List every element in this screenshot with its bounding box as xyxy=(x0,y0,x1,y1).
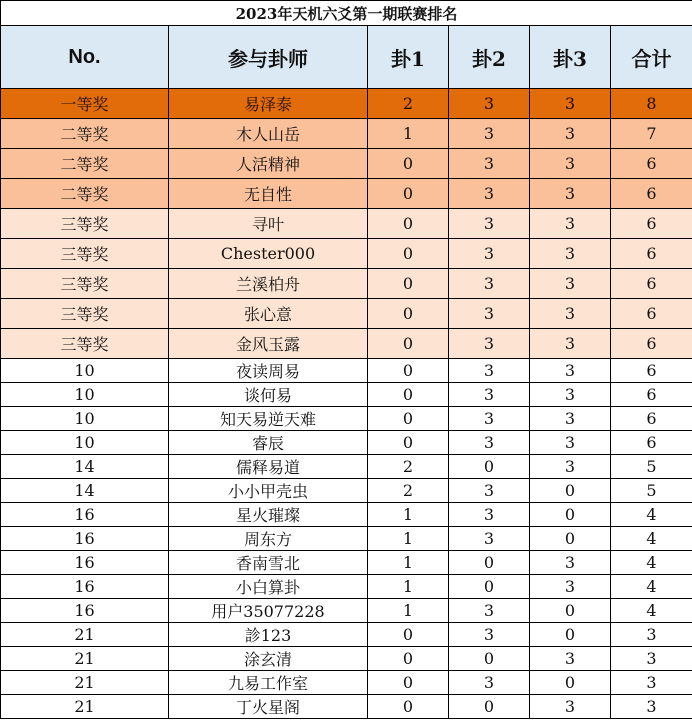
gua3-cell: 3 xyxy=(530,329,611,359)
rank-cell: 二等奖 xyxy=(1,149,169,179)
name-cell: 睿辰 xyxy=(169,431,368,455)
gua1-cell: 2 xyxy=(368,455,449,479)
total-cell: 4 xyxy=(611,575,692,599)
gua2-cell: 3 xyxy=(449,431,530,455)
header-gua1: 卦1 xyxy=(368,26,449,89)
total-cell: 6 xyxy=(611,149,692,179)
gua3-cell: 0 xyxy=(530,527,611,551)
name-cell: 小白算卦 xyxy=(169,575,368,599)
gua2-cell: 3 xyxy=(449,299,530,329)
name-cell: 周东方 xyxy=(169,527,368,551)
rank-cell: 三等奖 xyxy=(1,269,169,299)
gua1-cell: 0 xyxy=(368,407,449,431)
name-cell: 知天易逆天难 xyxy=(169,407,368,431)
table-row xyxy=(1,599,692,623)
title-row xyxy=(1,1,692,26)
table-row xyxy=(1,119,692,149)
total-cell: 4 xyxy=(611,503,692,527)
rank-cell: 16 xyxy=(1,575,169,599)
gua2-cell: 3 xyxy=(449,479,530,503)
gua1-cell: 1 xyxy=(368,575,449,599)
header-no: No. xyxy=(1,26,169,89)
name-cell: 寻叶 xyxy=(169,209,368,239)
name-cell: 用户35077228 xyxy=(169,599,368,623)
gua1-cell: 1 xyxy=(368,119,449,149)
name-cell: 診123 xyxy=(169,623,368,647)
gua1-cell: 1 xyxy=(368,527,449,551)
rank-cell: 16 xyxy=(1,551,169,575)
gua3-cell: 3 xyxy=(530,551,611,575)
gua3-cell: 0 xyxy=(530,599,611,623)
header-total: 合计 xyxy=(611,26,692,89)
table-row xyxy=(1,407,692,431)
gua3-cell: 3 xyxy=(530,179,611,209)
gua2-cell: 3 xyxy=(449,623,530,647)
gua1-cell: 1 xyxy=(368,551,449,575)
total-cell: 6 xyxy=(611,269,692,299)
table-row xyxy=(1,179,692,209)
total-cell: 5 xyxy=(611,455,692,479)
gua3-cell: 3 xyxy=(530,149,611,179)
gua2-cell: 3 xyxy=(449,599,530,623)
rank-cell: 10 xyxy=(1,431,169,455)
table-row xyxy=(1,269,692,299)
gua2-cell: 3 xyxy=(449,503,530,527)
name-cell: 张心意 xyxy=(169,299,368,329)
header-gua2: 卦2 xyxy=(449,26,530,89)
gua3-cell: 3 xyxy=(530,575,611,599)
table-title: 2023年天机六爻第一期联赛排名 xyxy=(1,1,692,26)
table-row xyxy=(1,329,692,359)
gua3-cell: 3 xyxy=(530,647,611,671)
gua3-cell: 0 xyxy=(530,479,611,503)
name-cell: 九易工作室 xyxy=(169,671,368,695)
gua1-cell: 0 xyxy=(368,239,449,269)
gua2-cell: 0 xyxy=(449,575,530,599)
table-row xyxy=(1,239,692,269)
total-cell: 3 xyxy=(611,695,692,719)
rank-cell: 21 xyxy=(1,695,169,719)
gua2-cell: 0 xyxy=(449,695,530,719)
gua1-cell: 1 xyxy=(368,599,449,623)
table-body xyxy=(1,89,692,719)
gua1-cell: 0 xyxy=(368,359,449,383)
gua2-cell: 3 xyxy=(449,209,530,239)
gua1-cell: 0 xyxy=(368,299,449,329)
gua1-cell: 1 xyxy=(368,503,449,527)
total-cell: 5 xyxy=(611,479,692,503)
rank-cell: 三等奖 xyxy=(1,209,169,239)
gua3-cell: 3 xyxy=(530,89,611,119)
name-cell: 香南雪北 xyxy=(169,551,368,575)
name-cell: 小小甲壳虫 xyxy=(169,479,368,503)
total-cell: 8 xyxy=(611,89,692,119)
table-row xyxy=(1,695,692,719)
gua3-cell: 3 xyxy=(530,455,611,479)
gua2-cell: 0 xyxy=(449,647,530,671)
gua3-cell: 3 xyxy=(530,239,611,269)
header-row xyxy=(1,26,692,89)
rank-cell: 10 xyxy=(1,383,169,407)
rank-cell: 21 xyxy=(1,623,169,647)
gua3-cell: 3 xyxy=(530,209,611,239)
gua1-cell: 0 xyxy=(368,623,449,647)
gua1-cell: 2 xyxy=(368,89,449,119)
gua1-cell: 0 xyxy=(368,269,449,299)
rank-cell: 16 xyxy=(1,599,169,623)
gua2-cell: 3 xyxy=(449,359,530,383)
gua1-cell: 0 xyxy=(368,431,449,455)
gua3-cell: 3 xyxy=(530,407,611,431)
rank-cell: 10 xyxy=(1,407,169,431)
gua3-cell: 3 xyxy=(530,359,611,383)
name-cell: 无自性 xyxy=(169,179,368,209)
header-diviner: 参与卦师 xyxy=(169,26,368,89)
total-cell: 4 xyxy=(611,551,692,575)
gua2-cell: 3 xyxy=(449,269,530,299)
name-cell: 易泽泰 xyxy=(169,89,368,119)
table-row xyxy=(1,647,692,671)
rank-cell: 10 xyxy=(1,359,169,383)
table-row xyxy=(1,479,692,503)
name-cell: 兰溪柏舟 xyxy=(169,269,368,299)
table-row xyxy=(1,89,692,119)
rank-cell: 16 xyxy=(1,503,169,527)
total-cell: 6 xyxy=(611,239,692,269)
table-row xyxy=(1,431,692,455)
gua3-cell: 3 xyxy=(530,431,611,455)
rank-cell: 二等奖 xyxy=(1,179,169,209)
rank-cell: 三等奖 xyxy=(1,239,169,269)
total-cell: 3 xyxy=(611,623,692,647)
gua2-cell: 3 xyxy=(449,329,530,359)
name-cell: Chester000 xyxy=(169,239,368,269)
table-row xyxy=(1,623,692,647)
total-cell: 6 xyxy=(611,431,692,455)
name-cell: 谈何易 xyxy=(169,383,368,407)
table-row xyxy=(1,455,692,479)
gua2-cell: 3 xyxy=(449,89,530,119)
rank-cell: 二等奖 xyxy=(1,119,169,149)
gua1-cell: 0 xyxy=(368,209,449,239)
rank-cell: 一等奖 xyxy=(1,89,169,119)
gua1-cell: 0 xyxy=(368,647,449,671)
header-gua3: 卦3 xyxy=(530,26,611,89)
gua2-cell: 3 xyxy=(449,527,530,551)
gua1-cell: 0 xyxy=(368,179,449,209)
total-cell: 6 xyxy=(611,209,692,239)
total-cell: 6 xyxy=(611,359,692,383)
name-cell: 丁火星阁 xyxy=(169,695,368,719)
gua2-cell: 3 xyxy=(449,383,530,407)
gua2-cell: 3 xyxy=(449,119,530,149)
total-cell: 7 xyxy=(611,119,692,149)
total-cell: 4 xyxy=(611,599,692,623)
name-cell: 木人山岳 xyxy=(169,119,368,149)
table-row xyxy=(1,209,692,239)
total-cell: 6 xyxy=(611,299,692,329)
gua2-cell: 3 xyxy=(449,407,530,431)
gua2-cell: 0 xyxy=(449,455,530,479)
gua1-cell: 0 xyxy=(368,149,449,179)
table-row xyxy=(1,383,692,407)
gua2-cell: 3 xyxy=(449,239,530,269)
gua3-cell: 3 xyxy=(530,383,611,407)
gua1-cell: 0 xyxy=(368,383,449,407)
total-cell: 6 xyxy=(611,407,692,431)
gua3-cell: 0 xyxy=(530,671,611,695)
table-row xyxy=(1,299,692,329)
name-cell: 人活精神 xyxy=(169,149,368,179)
total-cell: 4 xyxy=(611,527,692,551)
gua2-cell: 3 xyxy=(449,671,530,695)
gua1-cell: 2 xyxy=(368,479,449,503)
table-row xyxy=(1,149,692,179)
gua1-cell: 0 xyxy=(368,329,449,359)
gua3-cell: 3 xyxy=(530,119,611,149)
gua1-cell: 0 xyxy=(368,695,449,719)
rank-cell: 16 xyxy=(1,527,169,551)
table-row xyxy=(1,575,692,599)
rank-cell: 21 xyxy=(1,647,169,671)
table-row xyxy=(1,671,692,695)
table-row xyxy=(1,551,692,575)
gua1-cell: 0 xyxy=(368,671,449,695)
rank-cell: 三等奖 xyxy=(1,329,169,359)
gua2-cell: 3 xyxy=(449,149,530,179)
total-cell: 6 xyxy=(611,179,692,209)
name-cell: 涂玄清 xyxy=(169,647,368,671)
gua3-cell: 3 xyxy=(530,695,611,719)
table-row xyxy=(1,527,692,551)
gua2-cell: 0 xyxy=(449,551,530,575)
name-cell: 星火璀璨 xyxy=(169,503,368,527)
total-cell: 6 xyxy=(611,383,692,407)
total-cell: 3 xyxy=(611,647,692,671)
rank-cell: 三等奖 xyxy=(1,299,169,329)
rank-cell: 14 xyxy=(1,455,169,479)
rank-cell: 21 xyxy=(1,671,169,695)
gua3-cell: 0 xyxy=(530,503,611,527)
total-cell: 3 xyxy=(611,671,692,695)
table-row xyxy=(1,359,692,383)
rank-cell: 14 xyxy=(1,479,169,503)
total-cell: 6 xyxy=(611,329,692,359)
name-cell: 金风玉露 xyxy=(169,329,368,359)
gua3-cell: 0 xyxy=(530,623,611,647)
gua3-cell: 3 xyxy=(530,269,611,299)
gua2-cell: 3 xyxy=(449,179,530,209)
table-row xyxy=(1,503,692,527)
name-cell: 儒释易道 xyxy=(169,455,368,479)
name-cell: 夜读周易 xyxy=(169,359,368,383)
gua3-cell: 3 xyxy=(530,299,611,329)
